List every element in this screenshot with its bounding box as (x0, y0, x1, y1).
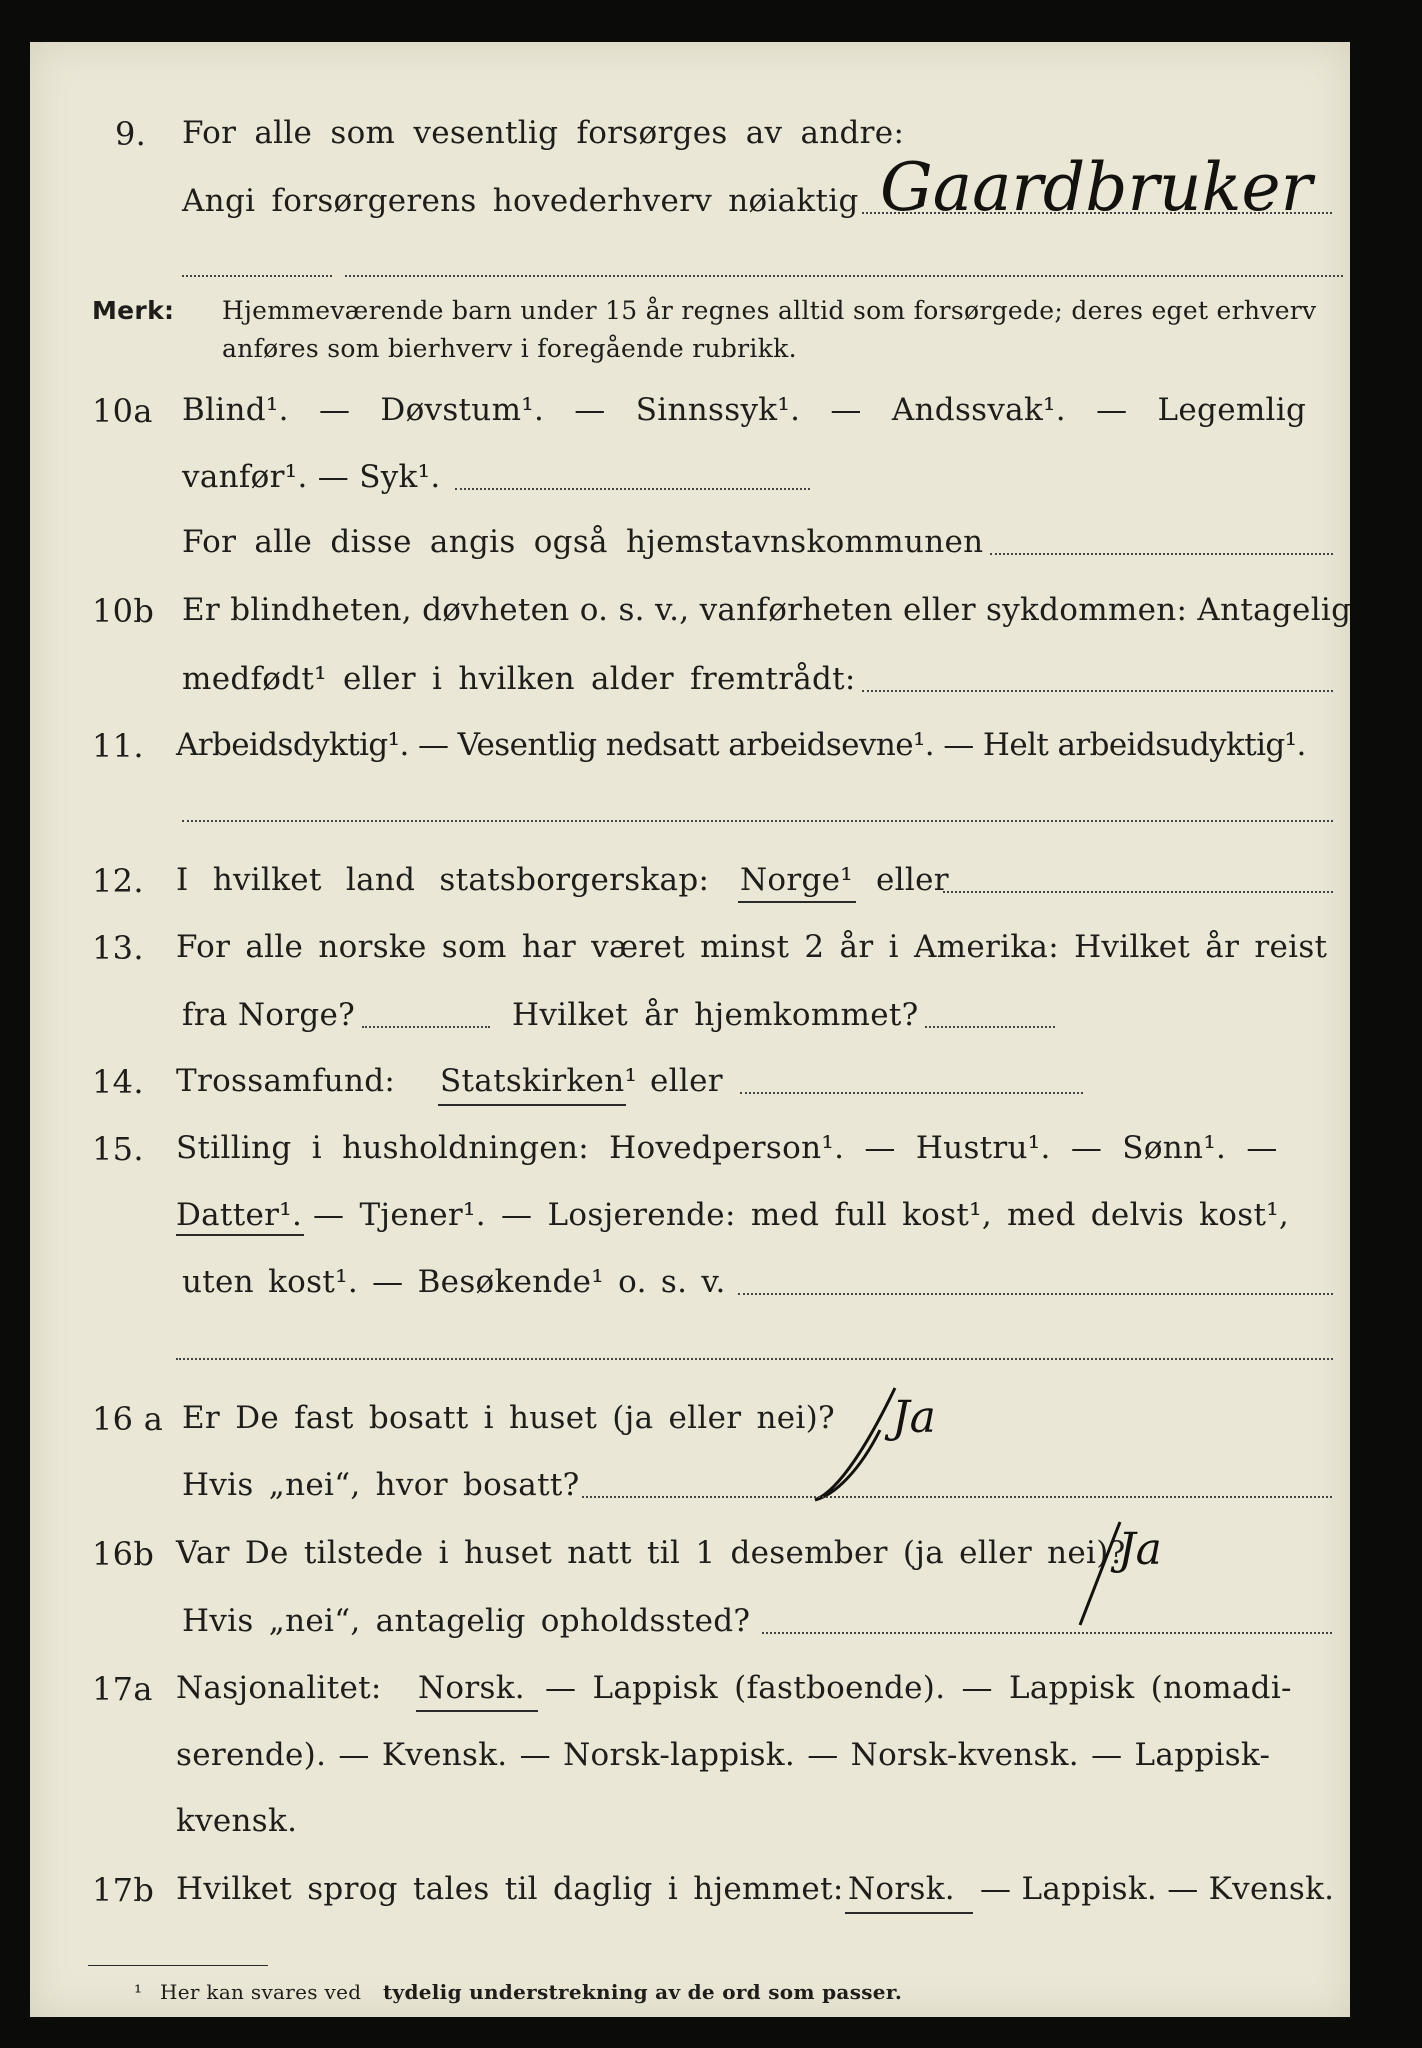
q15-datter-underline (176, 1234, 304, 1236)
q9-extra-line-a (182, 275, 332, 277)
q15-number: 15. (92, 1130, 144, 1168)
q16b-question: Var De tilstede i huset natt til 1 desember (ja eller nei)? (176, 1535, 1126, 1571)
q12-other-country-line[interactable] (943, 891, 1333, 893)
q10b-age-line[interactable] (862, 690, 1333, 692)
q12-or: eller (876, 862, 949, 898)
q17a-line2: serende). — Kvensk. — Norsk-lappisk. — Norsk-kvensk. — Lappisk- (176, 1737, 1271, 1773)
q15-line2: — Tjener¹. — Losjerende: med full kost¹, med delvis kost¹, (313, 1197, 1290, 1233)
q17a-question: Nasjonalitet: (176, 1670, 382, 1706)
q17b-number: 17b (92, 1871, 155, 1909)
q12-question: I hvilket land statsborgerskap: (176, 862, 710, 898)
q12-number: 12. (92, 862, 144, 900)
q14-or: eller (650, 1063, 723, 1099)
footnote-rule (88, 1965, 268, 1966)
q17b-norsk-underline (845, 1912, 973, 1914)
footnote-mark: ¹ (134, 1980, 143, 2004)
q10a-sick-line[interactable] (455, 488, 810, 490)
footnote-emphasis: tydelig understrekning av de ord som passer. (383, 1980, 903, 2004)
q17a-line3: kvensk. (176, 1803, 298, 1839)
q17a-norsk-underline (416, 1710, 538, 1712)
q13-number: 13. (92, 929, 144, 967)
q9-line2: Angi forsørgerens hovederhverv nøiaktig (182, 183, 859, 219)
q14-other-faith-line[interactable] (740, 1092, 1083, 1094)
svg-text:Gaardbruker: Gaardbruker (880, 149, 1313, 226)
q16a-number: 16 a (92, 1400, 164, 1438)
footnote-text: Her kan svares ved (160, 1980, 362, 2004)
q15-other-line[interactable] (738, 1293, 1333, 1295)
q16b-handwritten-answer (1070, 1510, 1270, 1640)
q14-option-statskirken[interactable]: Statskirken¹ (440, 1063, 638, 1099)
q10b-number: 10b (92, 592, 155, 630)
q16b-line2: Hvis „nei“, antagelig opholdssted? (182, 1603, 751, 1639)
merk-label: Merk: (92, 296, 175, 325)
q15-option-datter[interactable]: Datter¹. (176, 1197, 303, 1233)
merk-line1: Hjemmeværende barn under 15 år regnes alltid som forsørgede; deres eget erhverv (222, 296, 1317, 325)
q11-number: 11. (92, 727, 144, 765)
q17b-question: Hvilket sprog tales til daglig i hjemmet: (176, 1871, 844, 1907)
q10a-number: 10a (92, 392, 153, 430)
q12-norge-underline (738, 901, 856, 903)
q16a-residence-line[interactable] (582, 1496, 1332, 1498)
q17a-option-norsk[interactable]: Norsk. (418, 1670, 525, 1706)
q15-line1: Stilling i husholdningen: Hovedperson¹. — Hustru¹. — Sønn¹. — (176, 1130, 1278, 1166)
q17a-line1-rest: — Lappisk (fastboende). — Lappisk (nomadi- (545, 1670, 1292, 1706)
q11-line1: Arbeidsdyktig¹. — Vesentlig nedsatt arbeidsevne¹. — Helt arbeidsudyktig¹. (176, 727, 1306, 763)
q10b-line1: Er blindheten, døvheten o. s. v., vanførheten eller sykdommen: Antagelig (182, 592, 1352, 628)
q11-extra-line (182, 820, 1333, 822)
q9-line1: For alle som vesentlig forsørges av andre: (182, 115, 905, 151)
q16a-question: Er De fast bosatt i huset (ja eller nei)? (182, 1400, 835, 1436)
q17b-rest: — Lappisk. — Kvensk. (980, 1871, 1335, 1907)
q16a-line2: Hvis „nei“, hvor bosatt? (182, 1467, 580, 1503)
q13-line2a: fra Norge? (182, 997, 356, 1033)
q10a-line2: vanfør¹. — Syk¹. (182, 459, 441, 495)
q15-line3: uten kost¹. — Besøkende¹ o. s. v. (182, 1264, 726, 1300)
q10b-line2: medfødt¹ eller i hvilken alder fremtrådt: (182, 661, 856, 697)
svg-text:Ja: Ja (1118, 1524, 1162, 1575)
q13-departure-year-line[interactable] (362, 1026, 490, 1028)
q13-return-year-line[interactable] (925, 1026, 1055, 1028)
q16b-number: 16b (92, 1535, 155, 1573)
q17a-number: 17a (92, 1670, 153, 1708)
q9-number: 9. (115, 115, 147, 153)
q9-extra-line-b (345, 275, 1343, 277)
q17b-option-norsk[interactable]: Norsk. (848, 1871, 955, 1907)
q15-extra-line (176, 1358, 1333, 1360)
q10a-line3: For alle disse angis også hjemstavnskommunen (182, 524, 984, 560)
merk-line2: anføres som bierhverv i foregående rubrikk. (222, 334, 797, 363)
q16b-location-line[interactable] (762, 1632, 1332, 1634)
q14-question: Trossamfund: (176, 1063, 396, 1099)
q14-statskirken-underline (438, 1104, 626, 1106)
q12-option-norge[interactable]: Norge¹ (740, 862, 854, 898)
q13-line1: For alle norske som har været minst 2 år i Amerika: Hvilket år reist (176, 929, 1328, 965)
q13-line2b: Hvilket år hjemkommet? (512, 997, 919, 1033)
svg-text:Ja: Ja (892, 1392, 936, 1443)
q14-number: 14. (92, 1063, 144, 1101)
q9-handwritten-answer (880, 128, 1350, 248)
q10a-home-municipality-line[interactable] (990, 553, 1333, 555)
q10a-line1: Blind¹. — Døvstum¹. — Sinnssyk¹. — Andssvak¹. — Legemlig (182, 392, 1307, 428)
